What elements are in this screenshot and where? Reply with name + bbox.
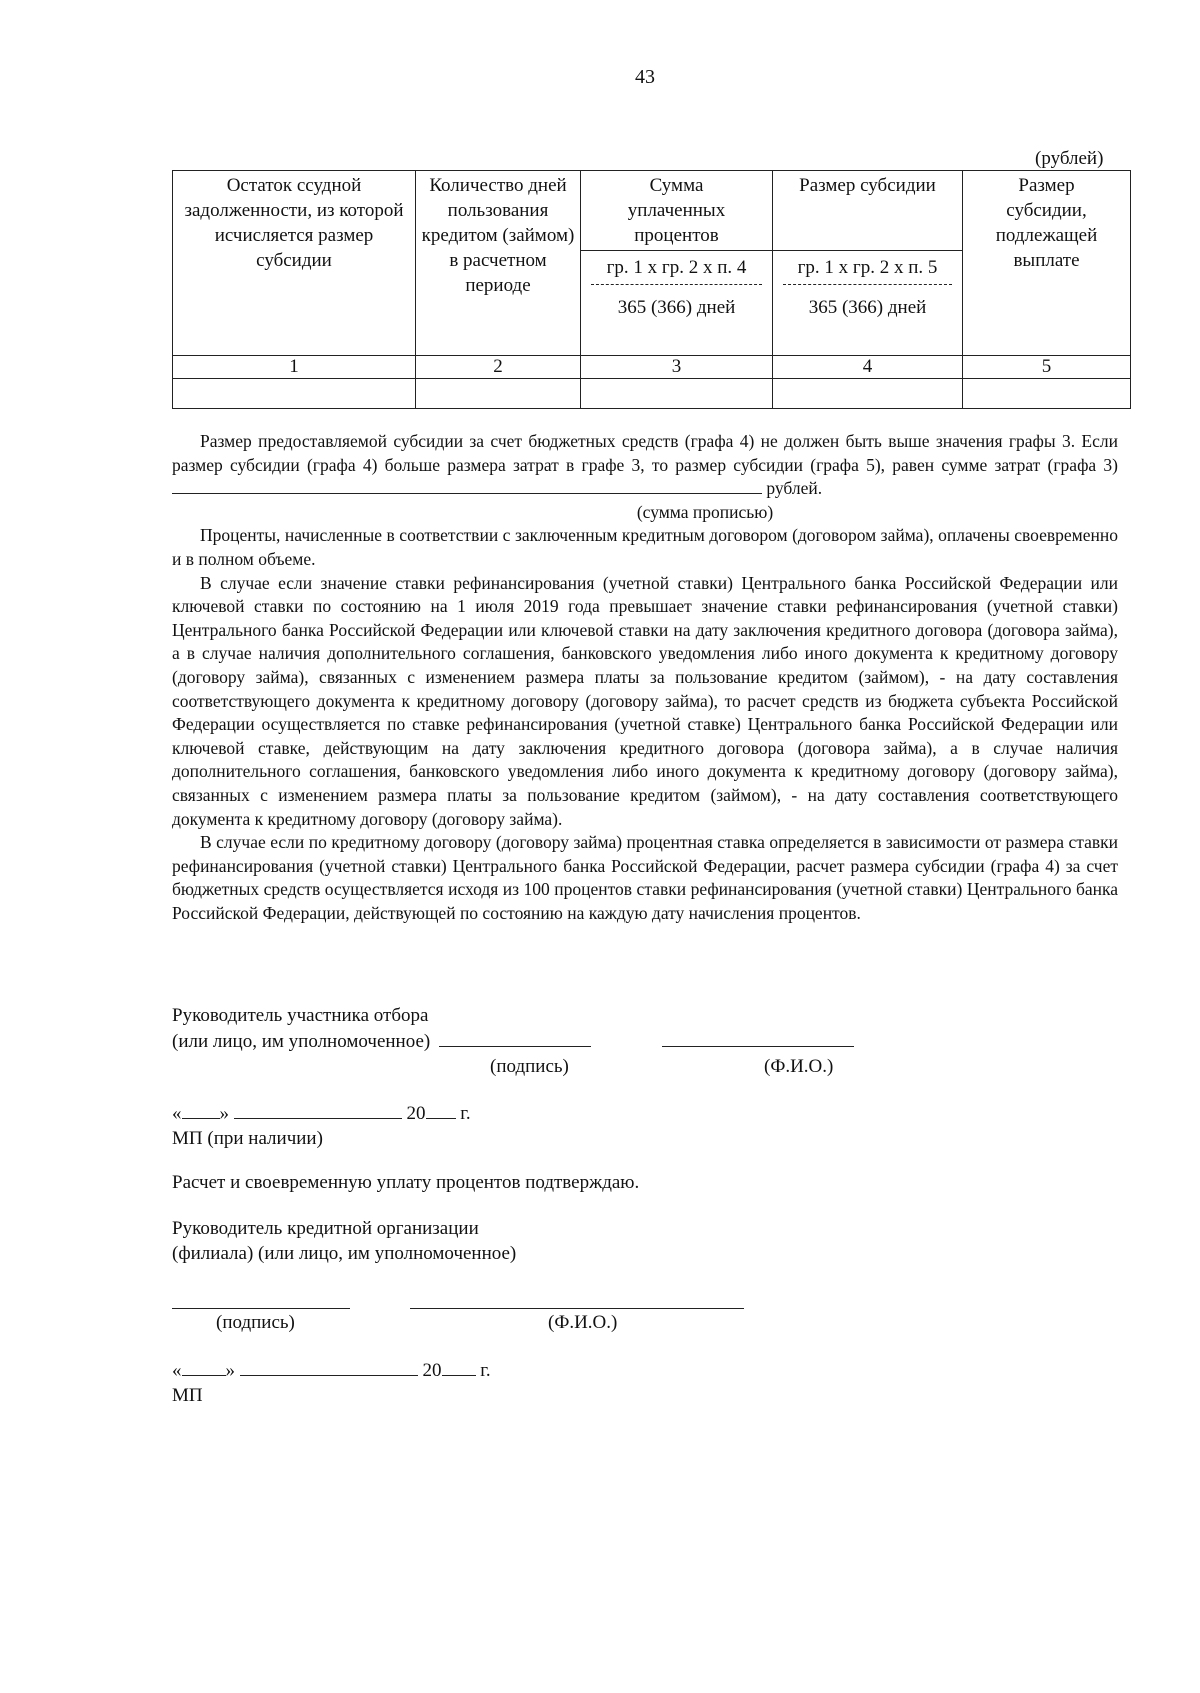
year-prefix: 20 [422, 1360, 442, 1381]
bank-date-block [172, 1357, 491, 1408]
bank-date-line [172, 1357, 491, 1383]
header-col-3-title: Сумма уплаченных процентов [627, 175, 726, 246]
participant-authorized-label: (или лицо, им уполномоченное) [172, 1031, 431, 1052]
table-cell[interactable] [773, 379, 963, 409]
participant-month-field[interactable] [234, 1100, 402, 1119]
formula-3-divider [591, 284, 762, 285]
paragraph-subsidy-calc: В случае если по кредитному договору (договору займа) процентная ставка определяется в зависимости от размера ставки рефинансирования (учетной ставки) Центрального банка Российской Федерации, расчет размера субсидии (графа 4) за счет бюджетных средств осуществляется исходя из 100 процентов ставки рефинансирования (учетной ставки) Центрального банка Российской Федерации, действующей по состоянию на каждую дату начисления процентов. [172, 832, 1118, 923]
header-col-1: Остаток ссудной задолженности, из которой исчисляется размер субсидии [173, 171, 416, 356]
participant-fio-line[interactable] [662, 1028, 854, 1047]
col-number: 4 [773, 356, 963, 379]
page-number: 43 [635, 66, 655, 88]
bank-month-field[interactable] [240, 1357, 418, 1376]
quote-close: » [219, 1103, 229, 1124]
year-suffix: г. [460, 1103, 471, 1124]
participant-head-label: Руководитель участника отбора [172, 1005, 429, 1026]
quote-close: » [225, 1360, 235, 1381]
paragraph-subsidy-limit-text: Размер предоставляемой субсидии за счет бюджетных средств (графа 4) не должен быть выше значения графы 3. Если размер субсидии (графа 4) больше размера затрат в графе 3, то размер субсидии (графа 5), равен сумме затрат (графа 3) [172, 431, 1118, 475]
header-col-3 [581, 171, 773, 356]
table-row [173, 379, 1131, 409]
col-number: 2 [416, 356, 581, 379]
formula-3-denominator: 365 (366) дней [617, 297, 736, 318]
confirmation-text: Расчет и своевременную уплату процентов подтверждаю. [172, 1172, 640, 1193]
rubles-label: рублей. [766, 478, 823, 499]
amount-caption: (сумма прописью) [636, 501, 774, 522]
table-cell[interactable] [416, 379, 581, 409]
unit-label: (рублей) [1035, 148, 1104, 169]
formula-4-denominator: 365 (366) дней [808, 297, 927, 318]
year-prefix: 20 [406, 1103, 426, 1124]
body-text [172, 430, 1118, 925]
quote-open: « [172, 1103, 182, 1124]
bank-year-field[interactable] [442, 1357, 476, 1376]
formula-3-numerator: гр. 1 х гр. 2 х п. 4 [606, 257, 747, 278]
header-col-4 [773, 171, 963, 356]
participant-signature-line[interactable] [439, 1028, 591, 1047]
header-col-2: Количество дней пользования кредитом (займом) в расчетном периоде [416, 171, 581, 356]
table-header-row [173, 171, 1131, 356]
signature-block-bank [172, 1216, 932, 1266]
header-col-5: Размер субсидии, подлежащей выплате [963, 171, 1131, 356]
signature-block-participant [172, 1003, 932, 1079]
bank-signature-lines [172, 1290, 932, 1338]
col-number: 3 [581, 356, 773, 379]
bank-head-label: Руководитель кредитной организации [172, 1218, 479, 1239]
table-cell[interactable] [963, 379, 1131, 409]
table-cell[interactable] [173, 379, 416, 409]
bank-signature-caption: (подпись) [216, 1312, 295, 1333]
bank-stamp-label: МП [172, 1385, 203, 1406]
participant-day-field[interactable] [182, 1100, 220, 1119]
bank-authorized-label: (филиала) (или лицо, им уполномоченное) [172, 1243, 517, 1264]
year-suffix: г. [480, 1360, 491, 1381]
table-cell[interactable] [581, 379, 773, 409]
participant-date-line [172, 1100, 471, 1126]
subsidy-table [172, 170, 1131, 409]
participant-fio-caption: (Ф.И.О.) [764, 1056, 834, 1077]
paragraph-subsidy-limit [172, 430, 1118, 501]
paragraph-interest-paid: Проценты, начисленные в соответствии с заключенным кредитным договором (договором займа), оплачены своевременно и в полном объеме. [172, 525, 1118, 569]
col-number: 5 [963, 356, 1131, 379]
bank-fio-caption: (Ф.И.О.) [548, 1312, 618, 1333]
participant-stamp-label: МП (при наличии) [172, 1128, 323, 1149]
header-col-3-formula [581, 250, 772, 320]
paragraph-refinancing-rate: В случае если значение ставки рефинансирования (учетной ставки) Центрального банка Российской Федерации или ключевой ставки по состоянию на 1 июля 2019 года превышает значение ставки рефинансирования (учетной ставки) Центрального банка Российской Федерации или ключевой ставки на дату заключения кредитного договора (договора займа), а в случае наличия дополнительного соглашения, банковского уведомления либо иного документа к кредитному договору (договору займа), связанных с изменением размера платы за пользование кредитом (займом), - на дату составления соответствующего документа к кредитному договору (договору займа), то расчет средств из бюджета субъекта Российской Федерации осуществляется по ставке рефинансирования (учетной ставке) Центрального банка Российской Федерации или ключевой ставке, действующим на дату заключения кредитного договора (договора займа), а в случае наличия дополнительного соглашения, банковского уведомления либо иного документа к кредитному договору (договору займа), связанных с изменением размера платы за пользование кредитом (займом), - на дату составления соответствующего документа к кредитному договору (договору займа). [172, 572, 1118, 829]
bank-signature-line[interactable] [172, 1290, 350, 1309]
amount-fill-line[interactable] [172, 477, 762, 494]
participant-signature-caption: (подпись) [490, 1056, 569, 1077]
header-col-4-title: Размер субсидии [799, 175, 936, 196]
header-col-4-formula [773, 250, 962, 320]
participant-date-block [172, 1100, 471, 1151]
participant-authorized-line [172, 1028, 932, 1054]
column-number-row [173, 356, 1131, 379]
quote-open: « [172, 1360, 182, 1381]
bank-fio-line[interactable] [410, 1290, 744, 1309]
formula-4-numerator: гр. 1 х гр. 2 х п. 5 [797, 257, 938, 278]
participant-year-field[interactable] [426, 1100, 456, 1119]
col-number: 1 [173, 356, 416, 379]
bank-day-field[interactable] [182, 1357, 226, 1376]
formula-4-divider [783, 284, 952, 285]
